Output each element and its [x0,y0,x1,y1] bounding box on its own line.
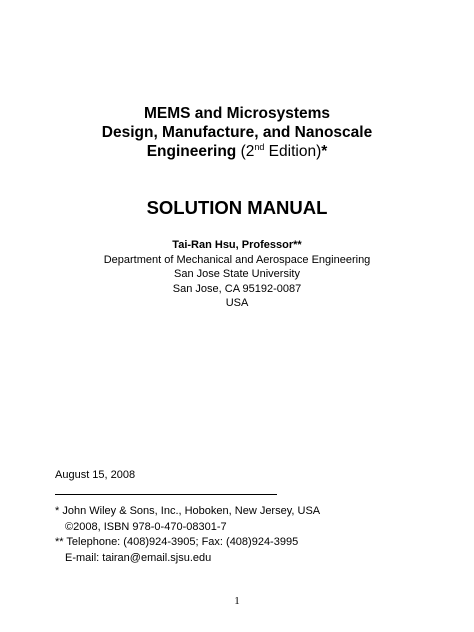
author-university: San Jose State University [174,268,300,280]
book-title [0,104,474,161]
title-line-3-main: Engineering [146,143,237,160]
page-number: 1 [234,595,240,607]
title-asterisk: * [321,143,328,160]
edition-superscript: nd [254,141,265,152]
title-line-3 [0,142,474,161]
solution-manual-heading: SOLUTION MANUAL [146,197,328,218]
author-country: USA [225,297,249,309]
footnotes [55,504,320,566]
author-block [0,238,474,311]
footnote-publisher: * John Wiley & Sons, Inc., Hoboken, New Jersey, USA [55,505,321,517]
edition-post: Edition) [264,143,322,160]
author-city: San Jose, CA 95192-0087 [172,282,302,295]
author-department: Department of Mechanical and Aerospace Engineering [103,253,371,266]
document-date: August 15, 2008 [55,469,136,481]
footnote-email: E-mail: tairan@email.sjsu.edu [65,551,212,564]
footnote-phone: ** Telephone: (408)924-3905; Fax: (408)924-3995 [55,536,299,548]
title-line-2: Design, Manufacture, and Nanoscale [101,124,373,141]
footnote-isbn: ©2008, ISBN 978-0-470-08301-7 [65,520,227,533]
edition-label [236,143,321,160]
edition-pre: (2 [236,143,255,160]
title-line-1: MEMS and Microsystems [143,105,331,122]
footnote-divider [55,494,277,495]
author-name: Tai-Ran Hsu, Professor** [172,239,302,251]
